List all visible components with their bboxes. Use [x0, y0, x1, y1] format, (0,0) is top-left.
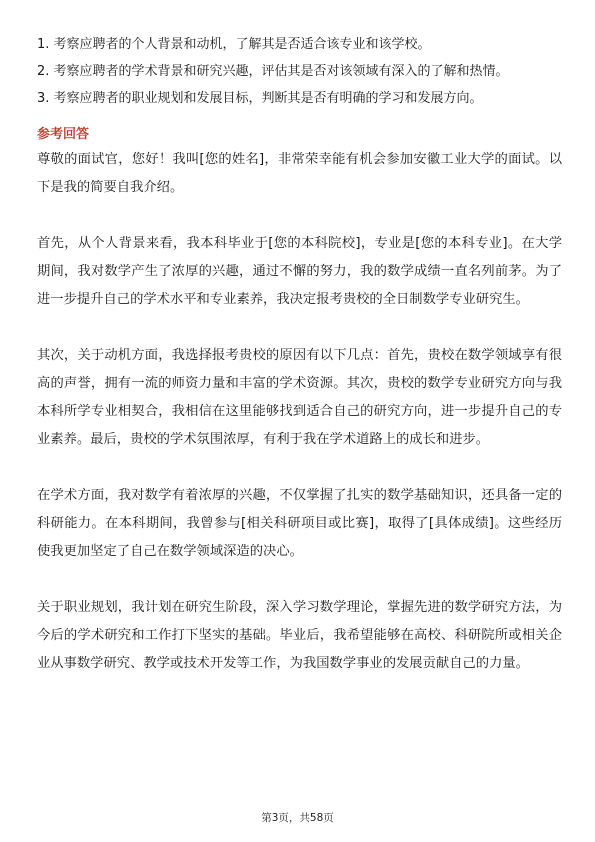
page-number-footer: 第3页，共58页 — [261, 812, 334, 824]
answer-paragraph: 在学术方面，我对数学有着浓厚的兴趣，不仅掌握了扎实的数学基础知识，还具备一定的科研能力。在本科期间，我曾参与[相关科研项目或比赛]，取得了[具体成绩]。这些经历使我更加坚定了自己在数学领域深造的决心。 — [37, 488, 562, 559]
criteria-item: 1. 考察应聘者的个人背景和动机，了解其是否适合该专业和该学校。 — [37, 37, 431, 52]
criteria-item: 2. 考察应聘者的学术背景和研究兴趣，评估其是否对该领域有深入的了解和热情。 — [37, 64, 509, 79]
answer-paragraph: 其次，关于动机方面，我选择报考贵校的原因有以下几点：首先，贵校在数学领域享有很高的声誉，拥有一流的师资力量和丰富的学术资源。其次，贵校的数学专业研究方向与我本科所学专业相契合，我相信在这里能够找到适合自己的研究方向，进一步提升自己的专业素养。最后，贵校的学术氛围浓厚，有利于我在学术道路上的成长和进步。 — [37, 348, 562, 447]
answer-paragraph: 尊敬的面试官，您好！我叫[您的姓名]，非常荣幸能有机会参加安徽工业大学的面试。以下是我的简要自我介绍。 — [37, 152, 562, 195]
answer-paragraph: 首先，从个人背景来看，我本科毕业于[您的本科院校]，专业是[您的本科专业]。在大学期间，我对数学产生了浓厚的兴趣，通过不懈的努力，我的数学成绩一直名列前茅。为了进一步提升自己的学术水平和专业素养，我决定报考贵校的全日制数学专业研究生。 — [37, 236, 562, 307]
answer-paragraph: 关于职业规划，我计划在研究生阶段，深入学习数学理论，掌握先进的数学研究方法，为今后的学术研究和工作打下坚实的基础。毕业后，我希望能够在高校、科研院所或相关企业从事数学研究、教学或技术开发等工作，为我国数学事业的发展贡献自己的力量。 — [37, 600, 562, 671]
evaluation-criteria-list — [37, 31, 567, 112]
reference-answer-body — [37, 146, 562, 678]
criteria-item: 3. 考察应聘者的职业规划和发展目标，判断其是否有明确的学习和发展方向。 — [37, 91, 483, 106]
reference-answer-heading: 参考回答 — [37, 127, 90, 142]
